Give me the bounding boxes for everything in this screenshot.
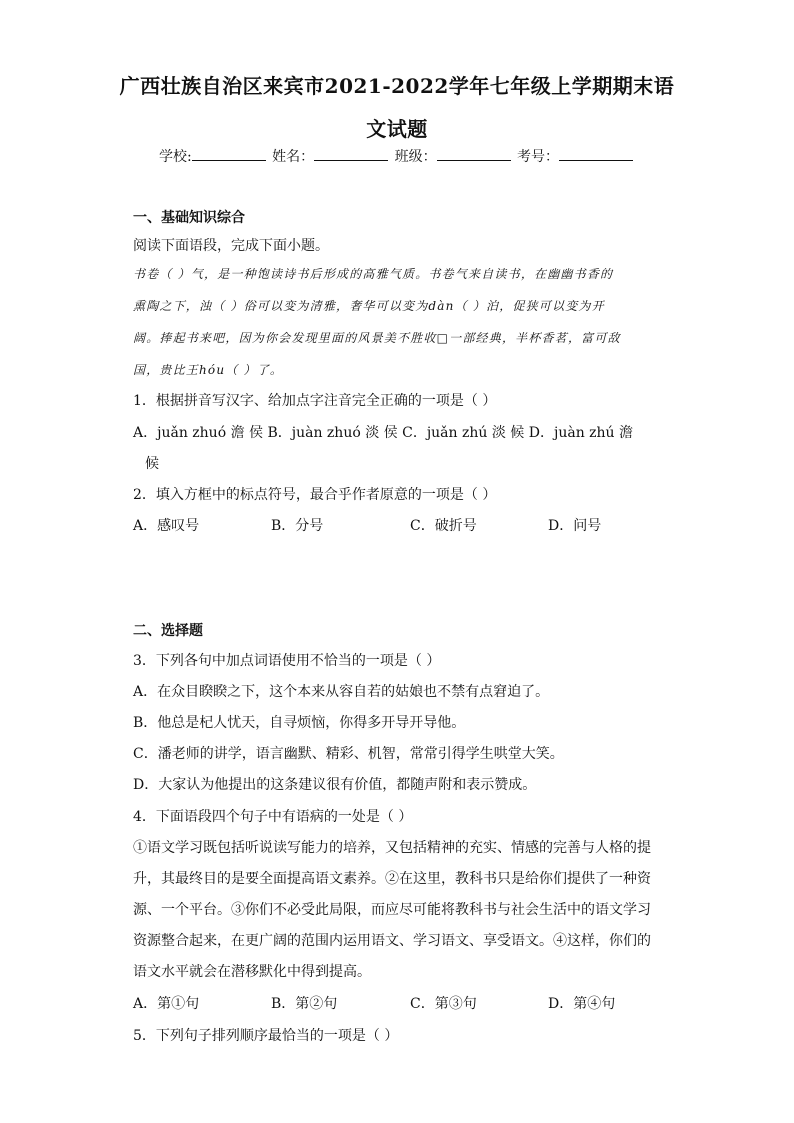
- question-4-option-d[interactable]: D．第④句: [548, 996, 616, 1012]
- question-3-stem: 3．下列各句中加点词语使用不恰当的一项是（ ）: [133, 653, 441, 669]
- question-3-option-d[interactable]: D．大家认为他提出的这条建议很有价值，都随声附和表示赞成。: [133, 777, 537, 793]
- title-line-1: 广西壮族自治区来宾市2021-2022学年七年级上学期期末语: [119, 74, 675, 98]
- question-4-passage-line: 源、一个平台。③你们不必受此局限，而应尽可能将教科书与社会生活中的语文学习: [133, 902, 651, 918]
- question-4-passage-line: 资源整合起来，在更广阔的范围内运用语文、学习语文、享受语文。④这样，你们的: [133, 933, 651, 949]
- school-blank[interactable]: [192, 148, 266, 161]
- title-line-2: 文试题: [366, 117, 428, 141]
- question-2-option-d[interactable]: D．问号: [548, 518, 602, 534]
- question-4-passage-line: 语文水平就会在潜移默化中得到提高。: [133, 964, 371, 980]
- school-label: 学校:: [158, 149, 192, 165]
- number-label: 考号：: [517, 149, 560, 165]
- question-3-option-b[interactable]: B．他总是杞人忧天，自寻烦恼，你得多开导开导他。: [133, 715, 466, 731]
- passage-line: 书卷（ ）气，是一种饱读诗书后形成的高雅气质。书卷气来自读书，在幽幽书香的: [133, 267, 614, 281]
- question-1-stem: 1．根据拼音写汉字、给加点字注音完全正确的一项是（ ）: [133, 393, 497, 409]
- question-4-option-b[interactable]: B．第②句: [271, 996, 338, 1012]
- passage-line: 阔。捧起书来吧，因为你会发现里面的风景美不胜收□一部经典，半杯香茗，富可敌: [133, 331, 621, 345]
- section-1-intro: 阅读下面语段，完成下面小题。: [133, 238, 329, 254]
- question-4-option-c[interactable]: C．第③句: [410, 996, 477, 1012]
- question-2-option-c[interactable]: C．破折号: [410, 518, 477, 534]
- question-2-stem: 2．填入方框中的标点符号，最合乎作者原意的一项是（ ）: [133, 487, 497, 503]
- question-4-option-a[interactable]: A．第①句: [133, 996, 200, 1012]
- question-3-option-c[interactable]: C．潘老师的讲学，语言幽默、精彩、机智，常常引得学生哄堂大笑。: [133, 746, 564, 762]
- question-1-options-wrap: 候: [145, 456, 159, 472]
- question-4-stem: 4．下面语段四个句子中有语病的一处是（ ）: [133, 809, 413, 825]
- number-blank[interactable]: [559, 148, 633, 161]
- question-4-passage-line: ①语文学习既包括听说读写能力的培养，又包括精神的充实、情感的完善与人格的提: [133, 840, 651, 856]
- passage-line: 熏陶之下，浊（ ）俗可以变为清雅，奢华可以变为dàn（ ）泊，促狭可以变为开: [133, 299, 605, 313]
- question-2-option-a[interactable]: A．感叹号: [133, 518, 200, 534]
- name-blank[interactable]: [314, 148, 388, 161]
- student-info-row: [0, 146, 794, 166]
- section-1-heading: 一、基础知识综合: [133, 210, 245, 226]
- passage-line: 国，贵比王hóu（ ）了。: [133, 363, 284, 377]
- question-2-option-b[interactable]: B．分号: [271, 518, 324, 534]
- section-2-heading: 二、选择题: [133, 623, 203, 639]
- question-3-option-a[interactable]: A．在众目睽睽之下，这个本来从容自若的姑娘也不禁有点窘迫了。: [133, 684, 550, 700]
- question-1-options: A．juǎn zhuó 澹 侯 B．juàn zhuó 淡 侯 C．juǎn zhú 淡 候 D．juàn zhú 澹: [133, 425, 634, 441]
- name-label: 姓名：: [272, 149, 315, 165]
- class-blank[interactable]: [437, 148, 511, 161]
- class-label: 班级：: [394, 149, 437, 165]
- question-5-stem: 5．下列句子排列顺序最恰当的一项是（ ）: [133, 1028, 399, 1044]
- question-4-passage-line: 升，其最终目的是要全面提高语文素养。②在这里，教科书只是给你们提供了一种资: [133, 871, 651, 887]
